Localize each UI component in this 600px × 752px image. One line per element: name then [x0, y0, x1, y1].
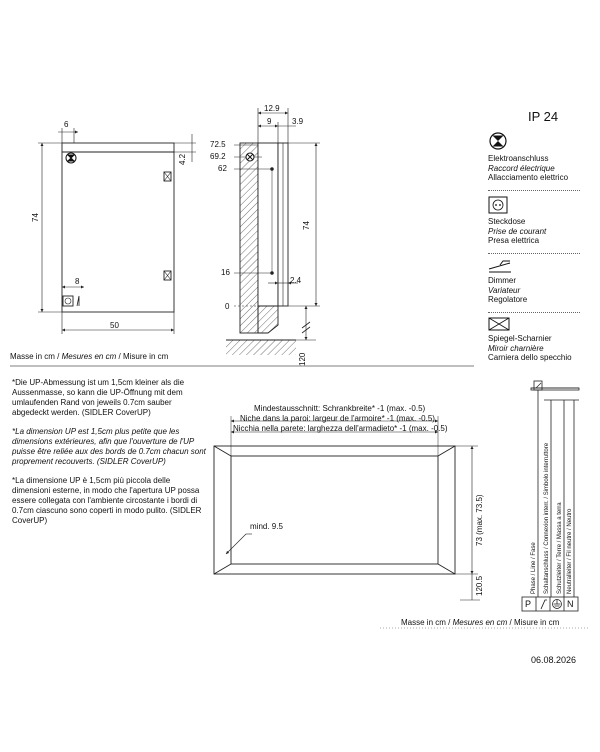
- front-socket: [63, 296, 73, 306]
- notes: [12, 378, 208, 535]
- legend-separator: [488, 190, 580, 191]
- legend-socket: Steckdose Prise de courant Presa elettrica: [488, 196, 546, 246]
- wire-label-neutral: Neutralleiter / Fil neutre / Neutro: [567, 508, 573, 594]
- dim-62: 62: [218, 164, 227, 173]
- legend-hinge: Spiegel-Scharnier Miroir charnière Carniera dello specchio: [488, 317, 572, 363]
- dimmer-icon: [488, 259, 512, 273]
- dim-side-height: 74: [302, 221, 311, 230]
- dim-top-offset: 6: [64, 120, 69, 129]
- niche-min-cut-fr: Niche dans la paroi: largeur de l'armoire* -1 (max. -0.5): [240, 414, 435, 423]
- niche-min-cut-it: Nicchia nella parete: larghezza dell'armadieto* -1 (max. -0.5): [233, 424, 448, 433]
- dim-front-width: 50: [110, 321, 119, 330]
- terminal-p: P: [525, 599, 532, 609]
- side-view: [226, 108, 320, 355]
- dim-overall-depth: 12.9: [264, 104, 280, 113]
- wire-label-earth: Schutzleiter / Terre / Massa a terra: [557, 502, 563, 594]
- dim-right-top: 4.2: [178, 153, 187, 165]
- wire-label-phase: Phase / Line / Fase: [531, 542, 537, 594]
- dim-depth-b: 3.9: [292, 117, 304, 126]
- floor: [226, 340, 296, 355]
- niche-height: 73 (max. 73.5): [475, 494, 484, 546]
- ip-rating: IP 24: [528, 109, 559, 124]
- dim-depth-a: 9: [267, 117, 272, 126]
- caption-top: Masse in cm / Mesures en cm / Misure in cm: [10, 352, 169, 361]
- hinge-icon: [488, 317, 510, 331]
- caption-bottom: Masse in cm / Mesures en cm / Misure in cm: [401, 618, 560, 627]
- wire-label-switch: Schaltanschluss / Connexion interr. / Simbolo interruttore: [544, 442, 550, 594]
- legend-dimmer: Dimmer Variateur Regolatore: [488, 259, 527, 305]
- niche-drawing: [214, 416, 480, 600]
- dim-120: 120: [298, 352, 307, 366]
- dim-zero: 0: [225, 302, 230, 311]
- legend-separator: [488, 253, 580, 254]
- dim-bottom-offset: 8: [75, 277, 80, 286]
- niche-depth: mind. 9.5: [250, 522, 283, 531]
- legend-separator: [488, 312, 580, 313]
- dim-16: 16: [221, 268, 230, 277]
- note-fr: *La dimension UP est 1,5cm plus petite que les dimensions extérieures, afin que l'ouverture de l'UP puisse être reliée aux des bords de 0.7cm chacun sont proprement recouverts. (SIDLER CoverUP): [12, 427, 206, 466]
- dim-72-5: 72.5: [210, 140, 226, 149]
- connection-icon: [488, 131, 508, 151]
- legend-connection: Elektroanschluss Raccord électrique Allacciamento elettrico: [488, 131, 568, 183]
- niche-120-5: 120.5: [475, 575, 484, 596]
- front-view: [38, 128, 196, 334]
- terminal-n: N: [567, 599, 574, 609]
- note-it: *La dimensione UP è 1,5cm più piccola delle dimensioni esterne, in modo che l'apertura UP possa essere collegata con l'ambiente circostante i bordi di 0.7cm ciascuno sono coperti in modo pulito. (SIDLER CoverUP): [12, 476, 202, 525]
- note-de: *Die UP-Abmessung ist um 1,5cm kleiner als die Aussenmasse, so kann die UP-Öffnung mit dem umlaufenden Rand von jeweils 0.7cm sauber abgedeckt werden. (SIDLER CoverUP): [12, 378, 185, 417]
- niche-min-cut-de: Mindestausschnitt: Schrankbreite* -1 (max. -0.5): [254, 404, 426, 413]
- document-date: 06.08.2026: [531, 655, 577, 665]
- dim-69-2: 69.2: [210, 152, 226, 161]
- socket-icon: [488, 196, 508, 214]
- dim-2-4: 2.4: [290, 276, 302, 285]
- dim-front-height: 74: [31, 213, 40, 222]
